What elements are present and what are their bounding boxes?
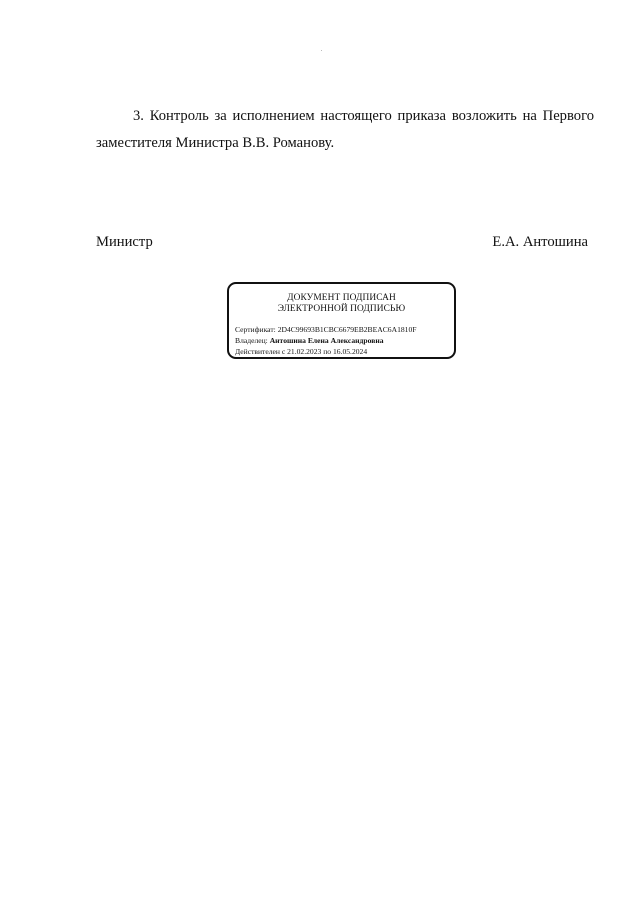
stamp-validity-line: Действителен с 21.02.2023 по 16.05.2024	[235, 347, 368, 356]
signatory-position: Министр	[96, 234, 153, 250]
stamp-title-line-2: ЭЛЕКТРОННОЙ ПОДПИСЬЮ	[277, 304, 406, 314]
stamp-title	[229, 293, 454, 315]
stamp-certificate-value: 2D4C99693B1CBC6679EB2BEAC6A1810F	[277, 325, 417, 334]
stamp-certificate-label: Сертификат:	[235, 325, 276, 334]
scan-speck	[321, 50, 322, 51]
electronic-signature-stamp	[227, 282, 456, 359]
stamp-owner-label: Владелец:	[235, 336, 268, 345]
signatory-name: Е.А. Антошина	[492, 234, 588, 250]
stamp-owner-line	[235, 335, 453, 346]
signature-row	[96, 232, 588, 252]
stamp-title-line-1: ДОКУМЕНТ ПОДПИСАН	[287, 293, 396, 303]
stamp-owner-value: Антошина Елена Александровна	[269, 336, 384, 345]
stamp-details	[235, 324, 453, 357]
stamp-certificate-line	[235, 324, 453, 335]
paragraph-3: 3. Контроль за исполнением настоящего приказа возложить на Первого заместителя Министра В.В. Романову.	[96, 108, 594, 151]
